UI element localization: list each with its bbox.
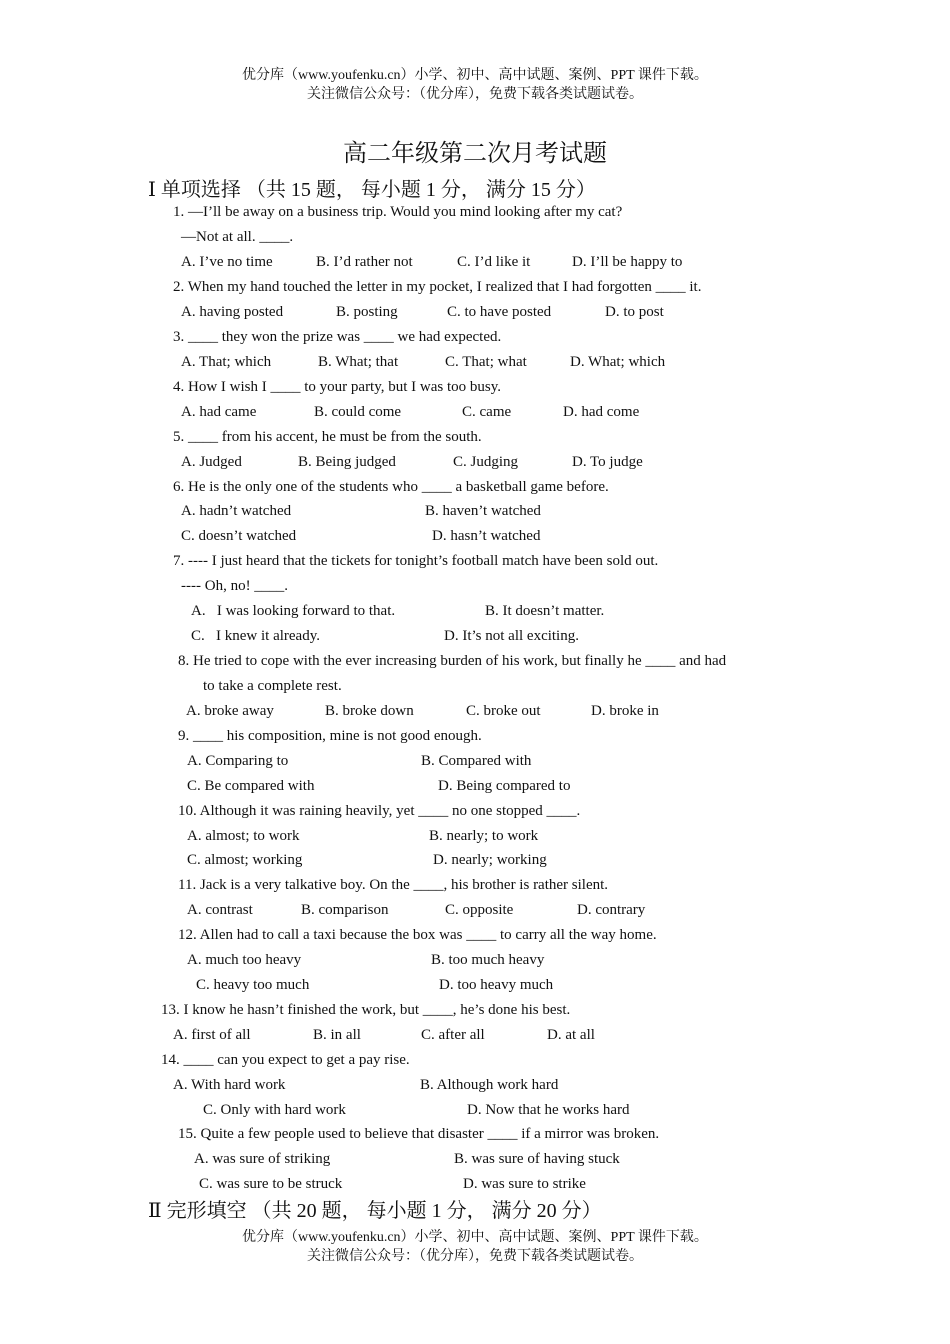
question-15-stem: 15. Quite a few people used to believe that disaster ____ if a mirror was broken. xyxy=(178,1126,660,1142)
question-4-option-a: A. had came xyxy=(181,404,257,420)
question-13-option-a: A. first of all xyxy=(173,1027,251,1043)
question-14-option-c: C. Only with hard work xyxy=(203,1102,346,1118)
question-2-option-b: B. posting xyxy=(336,304,398,320)
question-10-option-a: A. almost; to work xyxy=(187,828,300,844)
question-14-stem: 14. ____ can you expect to get a pay rise. xyxy=(161,1052,410,1068)
question-15-option-d: D. was sure to strike xyxy=(463,1176,586,1192)
question-11-option-d: D. contrary xyxy=(577,902,646,918)
question-13-option-d: D. at all xyxy=(547,1027,595,1043)
question-3-option-c: C. That; what xyxy=(445,354,527,370)
question-10-option-c: C. almost; working xyxy=(187,852,303,868)
question-2-option-a: A. having posted xyxy=(181,304,284,320)
question-12-stem: 12. Allen had to call a taxi because the box was ____ to carry all the way home. xyxy=(178,927,657,943)
question-4-option-c: C. came xyxy=(462,404,512,420)
question-6-option-c: C. doesn’t watched xyxy=(181,528,297,544)
footer-line-1: 优分库（www.youfenku.cn）小学、初中、高中试题、案例、PPT 课件下载。 xyxy=(242,1230,708,1245)
question-2-option-c: C. to have posted xyxy=(447,304,552,320)
question-1-stem: 1. —I’ll be away on a business trip. Would you mind looking after my cat? xyxy=(173,204,623,220)
question-11-stem: 11. Jack is a very talkative boy. On the ____, his brother is rather silent. xyxy=(178,877,609,893)
question-8-option-c: C. broke out xyxy=(466,703,541,719)
question-1-option-d: D. I’ll be happy to xyxy=(572,254,683,270)
question-10-option-d: D. nearly; working xyxy=(433,852,547,868)
question-7-option-a: A. I was looking forward to that. xyxy=(191,603,396,619)
question-7-option-d: D. It’s not all exciting. xyxy=(444,628,579,644)
page-title: 高二年级第二次月考试题 xyxy=(343,141,607,167)
question-5-option-a: A. Judged xyxy=(181,454,242,470)
question-13-stem: 13. I know he hasn’t finished the work, but ____, he’s done his best. xyxy=(161,1002,571,1018)
question-7-option-b: B. It doesn’t matter. xyxy=(485,603,605,619)
question-5-option-d: D. To judge xyxy=(572,454,643,470)
question-15-option-b: B. was sure of having stuck xyxy=(454,1151,620,1167)
question-12-option-d: D. too heavy much xyxy=(439,977,554,993)
question-1-option-b: B. I’d rather not xyxy=(316,254,413,270)
question-15-option-a: A. was sure of striking xyxy=(194,1151,331,1167)
question-10-option-b: B. nearly; to work xyxy=(429,828,539,844)
question-8-stem: 8. He tried to cope with the ever increasing burden of his work, but finally he ____ and had xyxy=(178,653,727,669)
question-11-option-b: B. comparison xyxy=(301,902,389,918)
question-8-option-b: B. broke down xyxy=(325,703,414,719)
question-12-option-c: C. heavy too much xyxy=(196,977,310,993)
question-14-option-d: D. Now that he works hard xyxy=(467,1102,630,1118)
question-11-option-c: C. opposite xyxy=(445,902,514,918)
question-13-option-c: C. after all xyxy=(421,1027,485,1043)
question-7-option-c: C. I knew it already. xyxy=(191,628,320,644)
question-4-option-b: B. could come xyxy=(314,404,402,420)
question-5-option-c: C. Judging xyxy=(453,454,519,470)
header-line-2: 关注微信公众号：（优分库），免费下载各类试题试卷。 xyxy=(307,87,643,102)
question-9-option-d: D. Being compared to xyxy=(438,778,571,794)
header-line-1: 优分库（www.youfenku.cn）小学、初中、高中试题、案例、PPT 课件下载。 xyxy=(242,68,708,83)
question-13-option-b: B. in all xyxy=(313,1027,361,1043)
question-3-stem: 3. ____ they won the prize was ____ we had expected. xyxy=(173,329,502,345)
question-3-option-b: B. What; that xyxy=(318,354,399,370)
question-10-stem: 10. Although it was raining heavily, yet ____ no one stopped ____. xyxy=(178,803,581,819)
question-9-stem: 9. ____ his composition, mine is not good enough. xyxy=(178,728,482,744)
question-4-option-d: D. had come xyxy=(563,404,640,420)
question-9-option-b: B. Compared with xyxy=(421,753,532,769)
question-12-option-a: A. much too heavy xyxy=(187,952,302,968)
question-8-option-d: D. broke in xyxy=(591,703,659,719)
question-8-stem-line-2: to take a complete rest. xyxy=(203,678,342,694)
question-8-option-a: A. broke away xyxy=(186,703,274,719)
question-1-option-c: C. I’d like it xyxy=(457,254,531,270)
question-7-stem: 7. ---- I just heard that the tickets for tonight’s football match have been sold out. xyxy=(173,553,659,569)
question-2-option-d: D. to post xyxy=(605,304,664,320)
question-6-option-b: B. haven’t watched xyxy=(425,503,541,519)
question-7-stem-line-2: ---- Oh, no! ____. xyxy=(181,578,289,594)
question-1-stem-line-2: —Not at all. ____. xyxy=(181,229,294,245)
section-1-heading: Ⅰ 单项选择 （共 15 题， 每小题 1 分， 满分 15 分） xyxy=(148,179,596,201)
question-9-option-a: A. Comparing to xyxy=(187,753,289,769)
question-4-stem: 4. How I wish I ____ to your party, but I was too busy. xyxy=(173,379,502,395)
question-3-option-a: A. That; which xyxy=(181,354,272,370)
question-3-option-d: D. What; which xyxy=(570,354,666,370)
question-6-option-d: D. hasn’t watched xyxy=(432,528,541,544)
question-5-stem: 5. ____ from his accent, he must be from the south. xyxy=(173,429,482,445)
question-5-option-b: B. Being judged xyxy=(298,454,396,470)
question-11-option-a: A. contrast xyxy=(187,902,253,918)
question-6-option-a: A. hadn’t watched xyxy=(181,503,292,519)
question-6-stem: 6. He is the only one of the students who ____ a basketball game before. xyxy=(173,479,609,495)
question-14-option-b: B. Although work hard xyxy=(420,1077,559,1093)
question-2-stem: 2. When my hand touched the letter in my pocket, I realized that I had forgotten ____ it. xyxy=(173,279,702,295)
section-2-heading: Ⅱ 完形填空 （共 20 题， 每小题 1 分， 满分 20 分） xyxy=(148,1200,602,1222)
footer-line-2: 关注微信公众号：（优分库），免费下载各类试题试卷。 xyxy=(307,1249,643,1264)
question-15-option-c: C. was sure to be struck xyxy=(199,1176,343,1192)
question-9-option-c: C. Be compared with xyxy=(187,778,315,794)
question-12-option-b: B. too much heavy xyxy=(431,952,545,968)
question-1-option-a: A. I’ve no time xyxy=(181,254,273,270)
question-14-option-a: A. With hard work xyxy=(173,1077,286,1093)
